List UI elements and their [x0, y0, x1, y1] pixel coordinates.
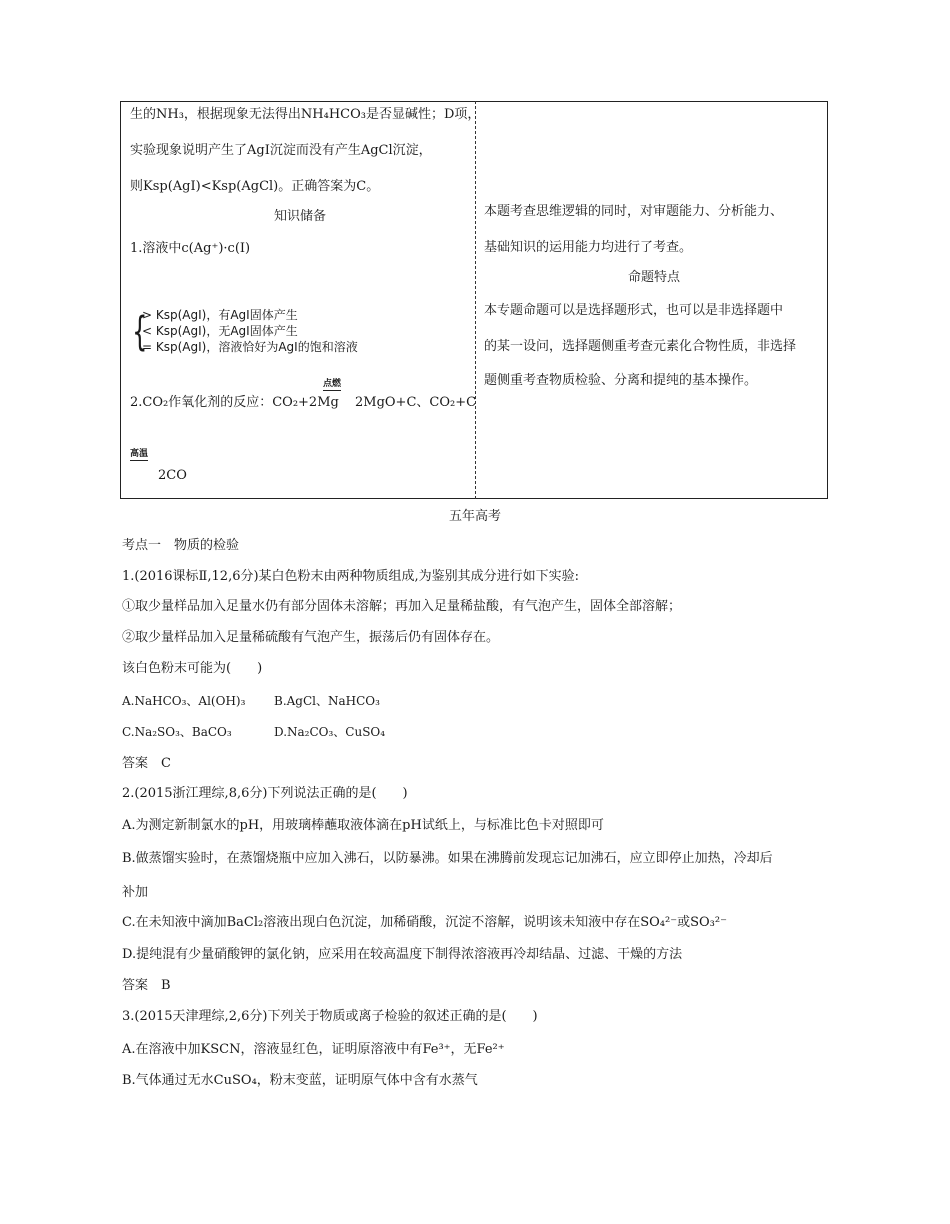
q1-option-c: C.Na₂SO₃、BaCO₃ — [122, 725, 232, 739]
q1-option-d: D.Na₂CO₃、CuSO₄ — [274, 725, 386, 739]
left-line-3: 则Ksp(AgI)<Ksp(AgCl)。正确答案为C。 — [130, 179, 380, 194]
knowledge-heading: 知识储备 — [273, 209, 326, 224]
right-line-2: 基础知识的运用能力均进行了考查。 — [484, 240, 693, 255]
condition-ignite: 点燃 — [323, 379, 342, 389]
left-line-2: 实验现象说明产生了AgI沉淀而没有产生AgCl沉淀， — [130, 143, 432, 158]
left-line-1: 生的NH₃，根据现象无法得出NH₄HCO₃是否显碱性；D项， — [130, 107, 481, 122]
q2-stem: 2.(2015浙江理综,8,6分)下列说法正确的是( ) — [122, 786, 408, 801]
features-heading: 命题特点 — [627, 270, 680, 285]
q1-option-a: A.NaHCO₃、Al(OH)₃ — [122, 694, 246, 708]
section-title: 五年高考 — [448, 509, 501, 524]
q3-option-b: B.气体通过无水CuSO₄，粉末变蓝，证明原气体中含有水蒸气 — [122, 1073, 478, 1088]
right-line-5: 题侧重考查物质检验、分离和提纯的基本操作。 — [484, 373, 758, 388]
knowledge-item-2: 2.CO₂作氧化剂的反应：CO₂+2Mg — [130, 395, 339, 410]
brace-symbol: { — [132, 309, 148, 355]
right-line-3: 本专题命题可以是选择题形式，也可以是非选择题中 — [484, 303, 784, 318]
knowledge-item-2-end: 2CO — [158, 468, 187, 483]
case-less: < Ksp(AgI)，无AgI固体产生 — [142, 324, 298, 338]
topic-heading: 考点一 物质的检验 — [122, 538, 240, 553]
q2-answer: 答案 B — [122, 978, 171, 993]
knowledge-item-2-tail: 2MgO+C、CO₂+C — [355, 395, 477, 410]
q1-ask: 该白色粉末可能为( ) — [122, 661, 263, 676]
q1-stem: 1.(2016课标Ⅱ,12,6分)某白色粉末由两种物质组成,为鉴别其成分进行如下实验: — [122, 569, 580, 584]
q2-option-a: A.为测定新制氯水的pH，用玻璃棒蘸取液体滴在pH试纸上，与标准比色卡对照即可 — [122, 818, 604, 833]
q2-option-c: C.在未知液中滴加BaCl₂溶液出现白色沉淀，加稀硝酸，沉淀不溶解，说明该未知液中存在SO₄²⁻或SO₃²⁻ — [122, 915, 727, 930]
q2-option-b-cont: 补加 — [122, 885, 149, 900]
case-equal: = Ksp(AgI)，溶液恰好为AgI的饱和溶液 — [142, 340, 358, 354]
q1-step-2: ②取少量样品加入足量稀硫酸有气泡产生，振荡后仍有固体存在。 — [122, 630, 500, 645]
q1-option-b: B.AgCl、NaHCO₃ — [274, 694, 380, 708]
right-line-1: 本题考查思维逻辑的同时，对审题能力、分析能力、 — [484, 204, 784, 219]
q2-option-b: B.做蒸馏实验时，在蒸馏烧瓶中应加入沸石，以防暴沸。如果在沸腾前发现忘记加沸石，应立即停止加热，冷却后 — [122, 851, 773, 866]
q3-stem: 3.(2015天津理综,2,6分)下列关于物质或离子检验的叙述正确的是( ) — [122, 1009, 538, 1024]
explanation-table — [120, 101, 828, 499]
table-divider — [475, 101, 476, 499]
q3-option-a: A.在溶液中加KSCN，溶液显红色，证明原溶液中有Fe³⁺，无Fe²⁺ — [122, 1042, 505, 1057]
condition-high-temp: 高温 — [130, 449, 149, 459]
right-line-4: 的某一设问，选择题侧重考查元素化合物性质，非选择 — [484, 339, 797, 354]
case-greater: > Ksp(AgI)，有AgI固体产生 — [142, 308, 298, 322]
q1-answer: 答案 C — [122, 756, 171, 771]
knowledge-item-1: 1.溶液中c(Ag⁺)·c(I) — [130, 241, 251, 256]
q2-option-d: D.提纯混有少量硝酸钾的氯化钠，应采用在较高温度下制得浓溶液再冷却结晶、过滤、干燥的方法 — [122, 947, 683, 962]
q1-step-1: ①取少量样品加入足量水仍有部分固体未溶解；再加入足量稀盐酸，有气泡产生，固体全部溶解； — [122, 599, 682, 614]
